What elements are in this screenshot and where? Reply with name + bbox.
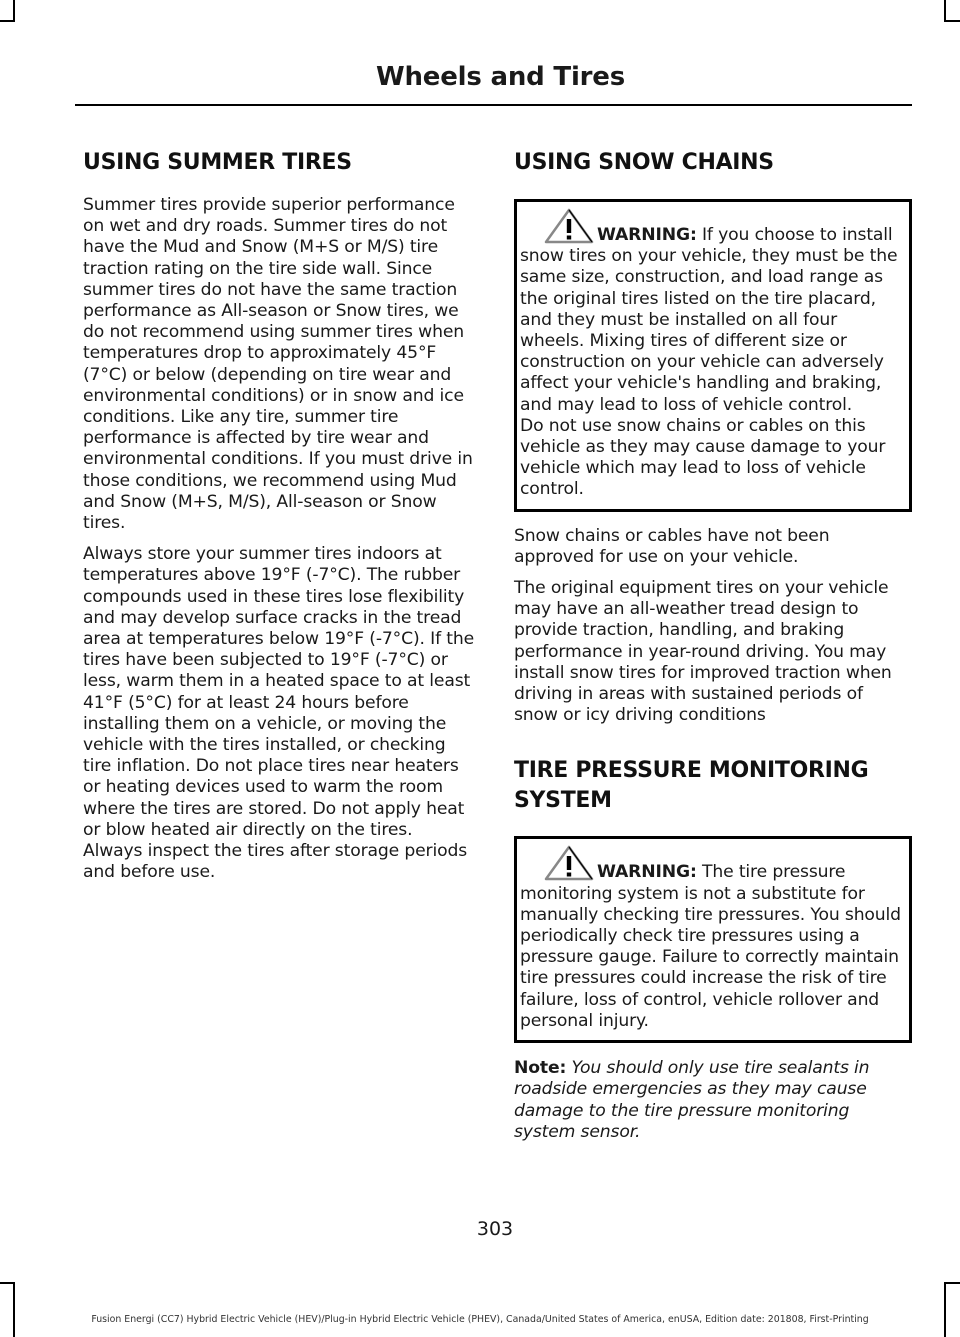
crop-mark-bottom-right-v — [944, 1282, 946, 1337]
crop-mark-top-right-v — [944, 0, 946, 20]
header-divider — [75, 104, 912, 106]
footer-publication-info: Fusion Energi (CC7) Hybrid Electric Vehicle (HEV)/Plug-in Hybrid Electric Vehicle (PHEV), Canada/United States of America, enUSA, Edition date: 201808, First-Printing — [91, 1314, 869, 1325]
warning-label: WARNING: — [597, 862, 697, 883]
crop-mark-bottom-right-h — [944, 1282, 960, 1284]
warning-triangle-icon — [544, 208, 594, 244]
snow-chains-heading: USING SNOW CHAINS — [514, 150, 774, 175]
warning-paragraph — [520, 845, 903, 1032]
page-number: 303 — [476, 1218, 514, 1240]
warning-text: If you choose to install snow tires on your vehicle, they must be the same size, construction, and load range as the original tires listed on the tire placard, and they must be installed on all four wheels. Mixing tires of different size or construction on your vehicle can adversely affect your vehicle's handling and braking, and may lead to loss of vehicle control. — [520, 225, 898, 415]
left-column — [83, 148, 475, 894]
crop-mark-top-right-h — [944, 20, 960, 22]
page-title: Wheels and Tires — [376, 62, 625, 92]
tpms-heading-line-1: TIRE PRESSURE MONITORING — [514, 758, 869, 784]
summer-tires-paragraph-1: Summer tires provide superior performance on wet and dry roads. Summer tires do not have the Mud and Snow (M+S or M/S) tire traction rating on the tire side wall. Since summer tires do not have the same traction performance as All-season or Snow tires, we do not recommend using summer tires when temperatures drop to approximately 45°F (7°C) or below (depending on tire wear and environmental conditions) or in snow and ice conditions. Like any tire, summer tire performance is affected by tire wear and environmental conditions. If you must drive in those conditions, we recommend using Mud and Snow (M+S, M/S), All-season or Snow tires. — [83, 195, 473, 534]
crop-mark-bottom-left-h — [0, 1282, 15, 1284]
note-text: You should only use tire sealants in roadside emergencies as they may cause damage to the tire pressure monitoring system sensor. — [514, 1058, 870, 1142]
warning-label: WARNING: — [597, 225, 697, 245]
crop-mark-top-left-v — [13, 0, 15, 20]
warning-paragraph — [520, 208, 903, 416]
warning-text-2: Do not use snow chains or cables on this vehicle as they may cause damage to your vehicle which may lead to loss of vehicle control. — [520, 415, 886, 500]
warning-text: The tire pressure monitoring system is not a substitute for manually checking tire pressures. You should periodically check tire pressures using a pressure gauge. Failure to correctly maintain tire pressures could increase the risk of tire failure, loss of control, vehicle rollover and personal injury. — [520, 862, 901, 1031]
summer-tires-paragraph-2: Always store your summer tires indoors at temperatures above 19°F (-7°C). The rubber compounds used in these tires lose flexibility and may develop surface cracks in the tread area at temperatures below 19°F (-7°C). If the tires have been subjected to 19°F (-7°C) or less, warm them in a heated space to at least 41°F (5°C) for at least 24 hours before installing them on a vehicle, or moving the vehicle with the tires installed, or checking tire inflation. Do not place tires near heaters or heating devices used to warm the room where the tires are stored. Do not apply heat or blow heated air directly on the tires. Always inspect the tires after storage periods and before use. — [83, 544, 475, 883]
tpms-warning-box — [514, 836, 912, 1043]
crop-mark-bottom-left-v — [13, 1282, 15, 1337]
snow-chains-paragraph-2: The original equipment tires on your vehicle may have an all-weather tread design to provide traction, handling, and braking performance in year-round driving. You may install snow tires for improved traction when driving in areas with sustained periods of snow or icy driving conditions — [514, 578, 892, 726]
note-paragraph — [514, 1058, 912, 1143]
warning-triangle-icon — [544, 845, 594, 881]
snow-chains-paragraph-1: Snow chains or cables have not been approved for use on your vehicle. — [514, 525, 830, 567]
summer-tires-heading: USING SUMMER TIRES — [83, 150, 352, 175]
note-label: Note: — [514, 1058, 567, 1079]
right-column — [514, 148, 912, 1143]
tpms-heading-line-2: SYSTEM — [514, 788, 612, 814]
snow-tires-warning-box — [514, 199, 912, 512]
crop-mark-top-left-h — [0, 20, 15, 22]
